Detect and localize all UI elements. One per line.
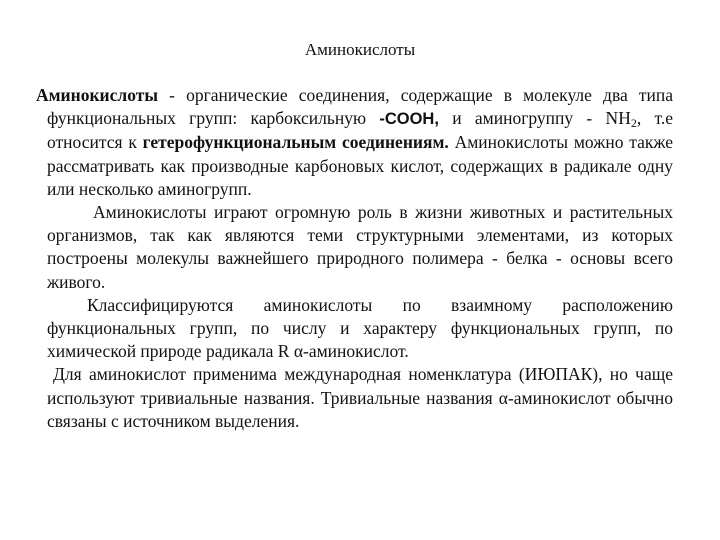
subscript-2: 2 xyxy=(630,116,637,131)
page-title: Аминокислоты xyxy=(304,40,416,59)
paragraph-classification: Классифицируются аминокислоты по взаимному расположению функциональных групп, по числу и характеру функциональных групп, по химической природе радикала R α-аминокислот. xyxy=(47,294,673,362)
term-heterofunctional: гетерофункциональным соединениям. xyxy=(142,132,449,153)
definition-text-1: - органические соединения, содержащие в молекуле два типа функциональных групп: карбоксильную xyxy=(47,85,673,129)
paragraph-role: Аминокислоты играют огромную роль в жизни животных и растительных организмов, так как являются теми структурными элементами, из которых построены молекулы важнейшего природного полимера - белка - основы всего живого. xyxy=(47,202,673,292)
body-text xyxy=(36,84,673,433)
paragraph-definition xyxy=(36,84,673,201)
term-bold: Аминокислоты xyxy=(36,85,159,105)
definition-text-4: Аминокислоты можно также рассматривать как производные карбоновых кислот, содержащих в радикале одну или несколько аминогрупп. xyxy=(47,132,673,199)
definition-text-3: , т.е относится к xyxy=(47,108,673,153)
definition-text-2: и аминогруппу - NH xyxy=(438,108,631,129)
paragraph-nomenclature: Для аминокислот применима международная номенклатура (ИЮПАК), но чаще используют тривиальные названия. Тривиальные названия α-аминокислот обычно связаны с источником выделения. xyxy=(47,364,673,431)
formula-cooh: -COOH, xyxy=(379,110,439,129)
